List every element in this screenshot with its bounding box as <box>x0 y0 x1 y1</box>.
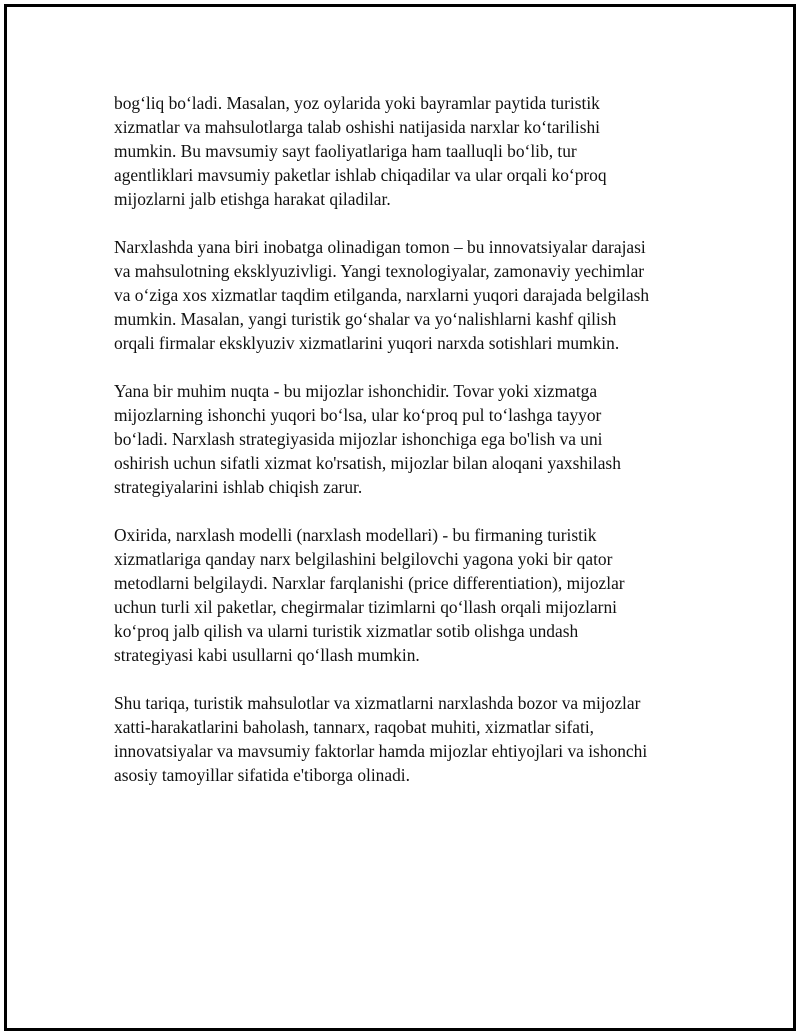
text-line: innovatsiyalar va mavsumiy faktorlar hamda mijozlar ehtiyojlari va ishonchi <box>114 741 648 761</box>
text-line: Narxlashda yana biri inobatga olinadigan tomon – bu innovatsiyalar darajasi <box>114 237 646 257</box>
text-line: ko‘proq jalb qilish va ularni turistik xizmatlar sotib olishga undash <box>114 621 579 641</box>
text-line: bog‘liq bo‘ladi. Masalan, yoz oylarida yoki bayramlar paytida turistik <box>114 93 600 113</box>
paragraph-seasonality <box>114 91 704 211</box>
text-line: va mahsulotning eksklyuzivligi. Yangi texnologiyalar, zamonaviy yechimlar <box>114 261 645 281</box>
text-line: va o‘ziga xos xizmatlar taqdim etilganda, narxlarni yuqori darajada belgilash <box>114 285 650 305</box>
text-line: xizmatlariga qanday narx belgilashini belgilovchi yagona yoki bir qator <box>114 549 613 569</box>
paragraph-pricing-models <box>114 523 704 667</box>
text-line: xizmatlar va mahsulotlarga talab oshishi natijasida narxlar ko‘tarilishi <box>114 117 600 137</box>
text-line: mijozlarning ishonchi yuqori bo‘lsa, ular ko‘proq pul to‘lashga tayyor <box>114 405 602 425</box>
text-line: xatti-harakatlarini baholash, tannarx, raqobat muhiti, xizmatlar sifati, <box>114 717 595 737</box>
text-line: orqali firmalar eksklyuziv xizmatlarini yuqori narxda sotishlari mumkin. <box>114 333 620 353</box>
paragraph-conclusion <box>114 691 704 787</box>
text-line: strategiyasi kabi usullarni qo‘llash mumkin. <box>114 645 420 665</box>
paragraph-innovation <box>114 235 704 355</box>
text-line: Shu tariqa, turistik mahsulotlar va xizmatlarni narxlashda bozor va mijozlar <box>114 693 641 713</box>
paragraph-customer-trust <box>114 379 704 499</box>
text-line: oshirish uchun sifatli xizmat ko'rsatish, mijozlar bilan aloqani yaxshilash <box>114 453 621 473</box>
text-line: Yana bir muhim nuqta - bu mijozlar ishonchidir. Tovar yoki xizmatga <box>114 381 598 401</box>
document-body <box>114 91 704 811</box>
text-line: metodlarni belgilaydi. Narxlar farqlanishi (price differentiation), mijozlar <box>114 573 625 593</box>
text-line: Oxirida, narxlash modelli (narxlash modellari) - bu firmaning turistik <box>114 525 597 545</box>
text-line: strategiyalarini ishlab chiqish zarur. <box>114 477 363 497</box>
text-line: mijozlarni jalb etishga harakat qiladilar. <box>114 189 391 209</box>
text-line: uchun turli xil paketlar, chegirmalar tizimlarni qo‘llash orqali mijozlarni <box>114 597 617 617</box>
text-line: bo‘ladi. Narxlash strategiyasida mijozlar ishonchiga ega bo'lish va uni <box>114 429 603 449</box>
text-line: mumkin. Bu mavsumiy sayt faoliyatlariga ham taalluqli bo‘lib, tur <box>114 141 577 161</box>
text-line: mumkin. Masalan, yangi turistik go‘shalar va yo‘nalishlarni kashf qilish <box>114 309 617 329</box>
text-line: agentliklari mavsumiy paketlar ishlab chiqadilar va ular orqali ko‘proq <box>114 165 607 185</box>
text-line: asosiy tamoyillar sifatida e'tiborga olinadi. <box>114 765 410 785</box>
